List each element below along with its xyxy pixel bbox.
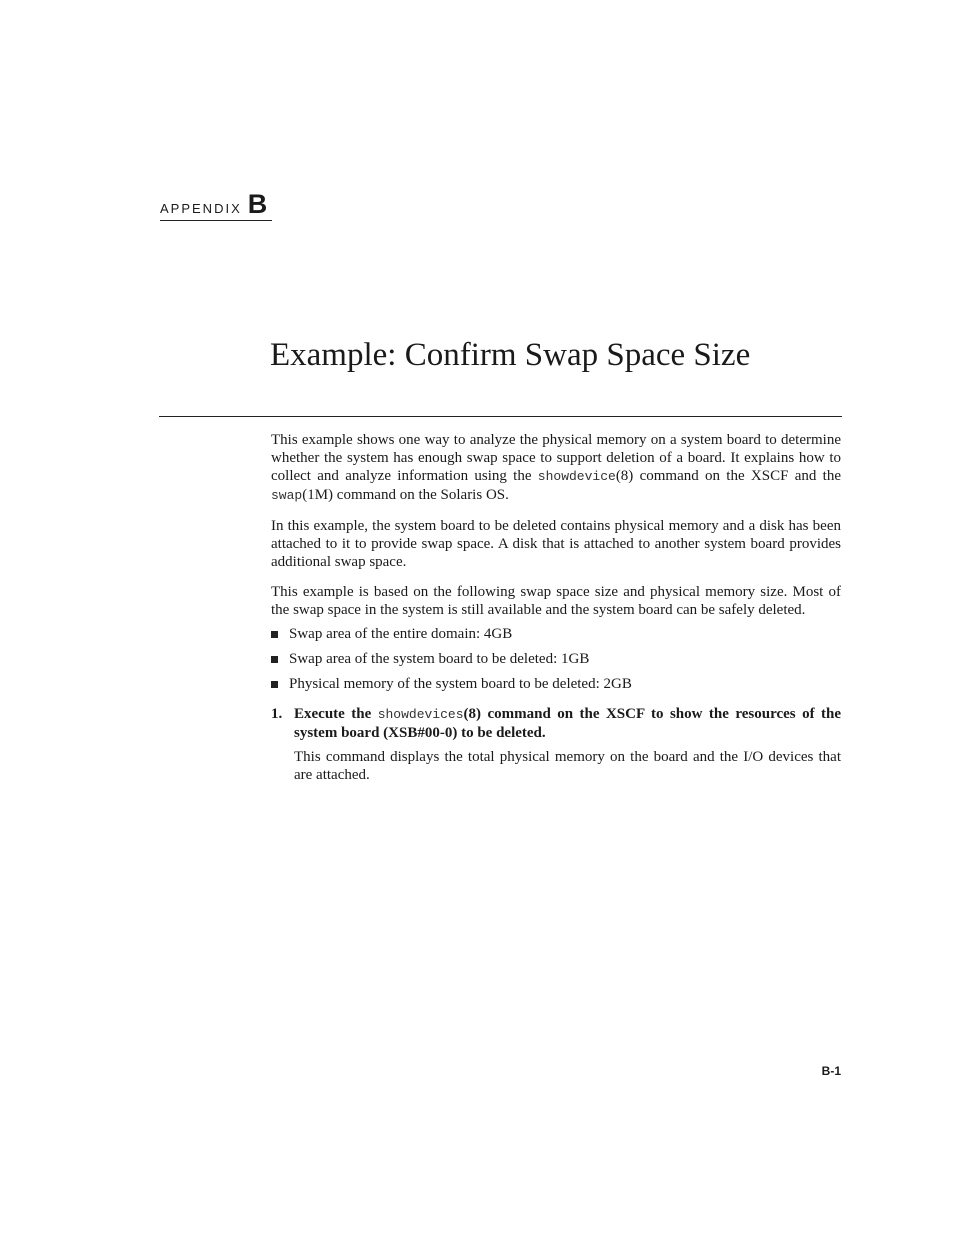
intro-paragraph [271,431,841,505]
bullet-square-icon [271,681,278,688]
step-description: This command displays the total physical memory on the board and the I/O devices that are attached. [294,749,841,783]
list-item [271,625,841,643]
appendix-word: APPENDIX [160,201,242,216]
step-1 [271,705,841,784]
list-item-text: Physical memory of the system board to be deleted: 2GB [289,676,632,692]
page-title: Example: Confirm Swap Space Size [270,337,751,373]
step-text-prefix: Execute the [294,706,378,722]
paragraph-2: In this example, the system board to be deleted contains physical memory and a disk has been attached to it to provide swap space. A disk that is attached to another system board provides additional swap space. [271,518,841,570]
paragraph-3: This example is based on the following swap space size and physical memory size. Most of the swap space in the system is still available and the system board can be safely deleted. [271,584,841,618]
bullet-square-icon [271,656,278,663]
step-text-suffix: (8) command on the XSCF to show the resources of the system board (XSB#00-0) to be deleted. [294,706,842,741]
list-item-text: Swap area of the system board to be deleted: 1GB [289,651,590,667]
step-instruction [294,705,841,742]
showdevices-command: showdevices [377,707,464,722]
list-item [271,650,841,668]
appendix-label [160,190,272,221]
intro-text-3: (1M) command on the Solaris OS. [302,487,509,503]
list-item-text: Swap area of the entire domain: 4GB [289,626,513,642]
showdevice-command: showdevice [537,469,616,484]
step-number: 1. [271,706,283,722]
intro-text-2: (8) command on the XSCF and the [615,468,841,484]
appendix-letter: B [247,189,268,219]
bullet-square-icon [271,631,278,638]
main-content [271,431,841,784]
intro-text-1: This example shows one way to analyze the physical memory on a system board to determine whether the system has enough swap space to support deletion of a board. It explains how to collect and analyze information using the [271,432,841,484]
bullet-list [271,625,841,693]
title-rule [159,416,842,417]
page-number: B-1 [821,1064,841,1078]
swap-command: swap [271,488,303,503]
list-item [271,675,841,693]
